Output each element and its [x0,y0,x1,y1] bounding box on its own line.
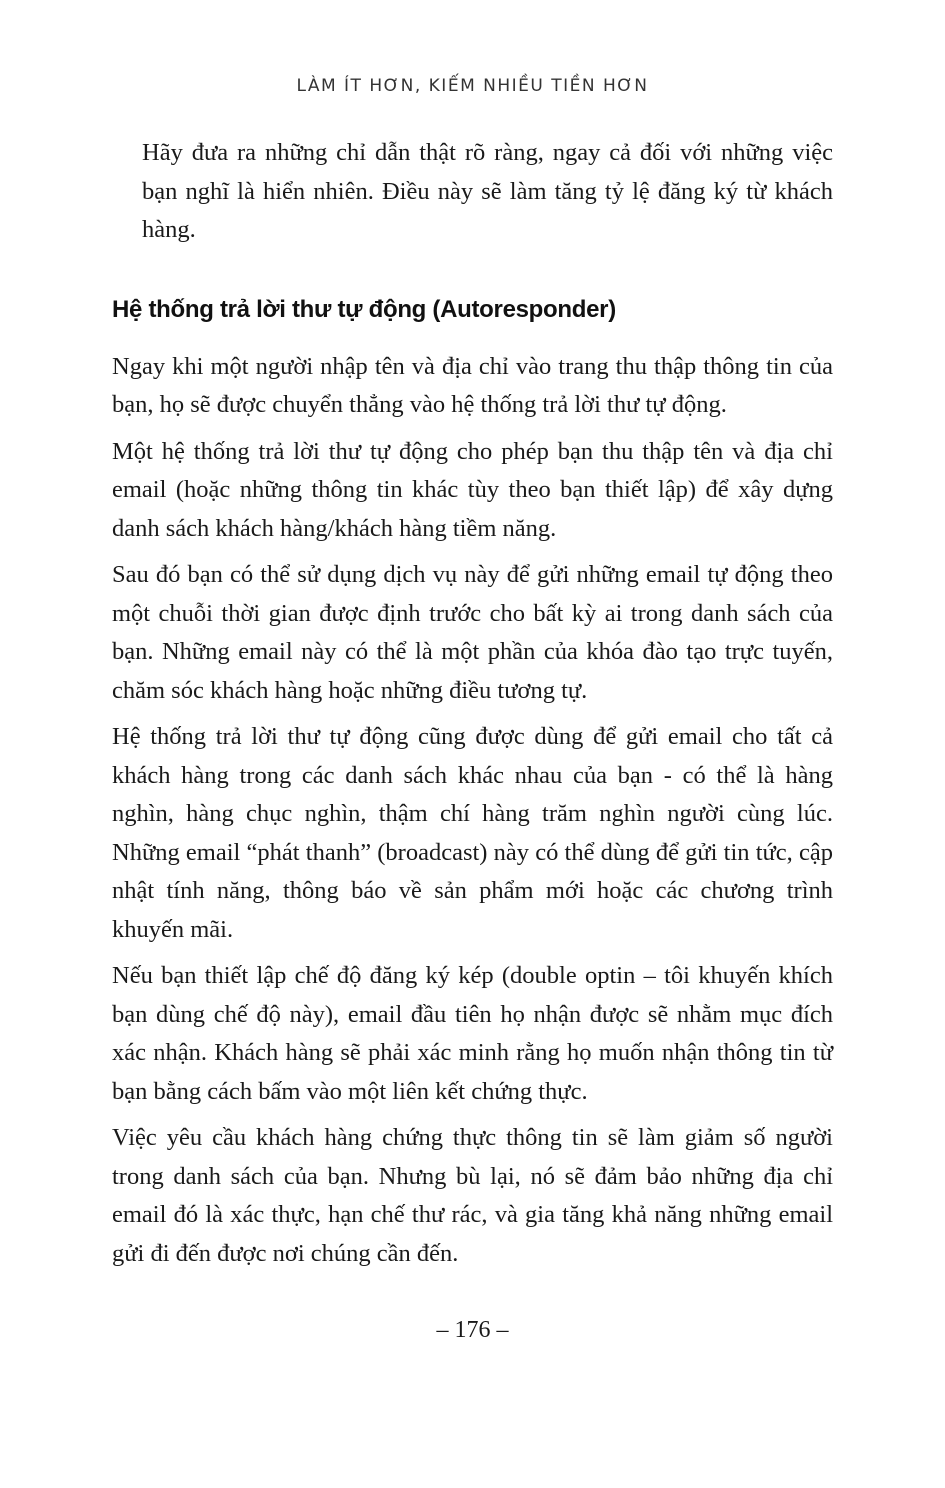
section-heading: Hệ thống trả lời thư tự động (Autoresponder) [112,295,616,323]
body-paragraph-1: Ngay khi một người nhập tên và địa chỉ vào trang thu thập thông tin của bạn, họ sẽ được chuyển thẳng vào hệ thống trả lời thư tự động. [112,352,833,418]
body-paragraph-6: Việc yêu cầu khách hàng chứng thực thông tin sẽ làm giảm số người trong danh sách của bạn. Nhưng bù lại, nó sẽ đảm bảo những địa chỉ email đó là xác thực, hạn chế thư rác, và gia tăng khả năng những email gửi đi đến được nơi chúng cần đến. [112,1124,833,1267]
running-header: LÀM ÍT HƠN, KIẾM NHIỀU TIỀN HƠN [296,76,649,96]
intro-paragraph: Hãy đưa ra những chỉ dẫn thật rõ ràng, ngay cả đối với những việc bạn nghĩ là hiển nhiên. Điều này sẽ làm tăng tỷ lệ đăng ký từ khách hàng. [142,139,833,243]
body-paragraph-5: Nếu bạn thiết lập chế độ đăng ký kép (double optin – tôi khuyến khích bạn dùng chế độ này), email đầu tiên họ nhận được sẽ nhằm mục đích xác nhận. Khách hàng sẽ phải xác minh rằng họ muốn nhận thông tin từ bạn bằng cách bấm vào một liên kết chứng thực. [112,962,833,1105]
body-paragraph-3: Sau đó bạn có thể sử dụng dịch vụ này để gửi những email tự động theo một chuỗi thời gian được định trước cho bất kỳ ai trong danh sách của bạn. Những email này có thể là một phần của khóa đào tạo trực tuyến, chăm sóc khách hàng hoặc những điều tương tự. [112,561,833,704]
body-paragraph-2: Một hệ thống trả lời thư tự động cho phép bạn thu thập tên và địa chỉ email (hoặc những thông tin khác tùy theo bạn thiết lập) để xây dựng danh sách khách hàng/khách hàng tiềm năng. [112,437,833,542]
body-paragraph-4: Hệ thống trả lời thư tự động cũng được dùng để gửi email cho tất cả khách hàng trong các danh sách khác nhau của bạn - có thể là hàng nghìn, hàng chục nghìn, thậm chí hàng trăm nghìn người cùng lúc. Những email “phát thanh” (broadcast) này có thể dùng để gửi tin tức, cập nhật tính năng, thông báo về sản phẩm mới hoặc các chương trình khuyến mãi. [112,723,833,943]
page-body [112,134,833,1281]
page-number: – 176 – [436,1317,509,1343]
